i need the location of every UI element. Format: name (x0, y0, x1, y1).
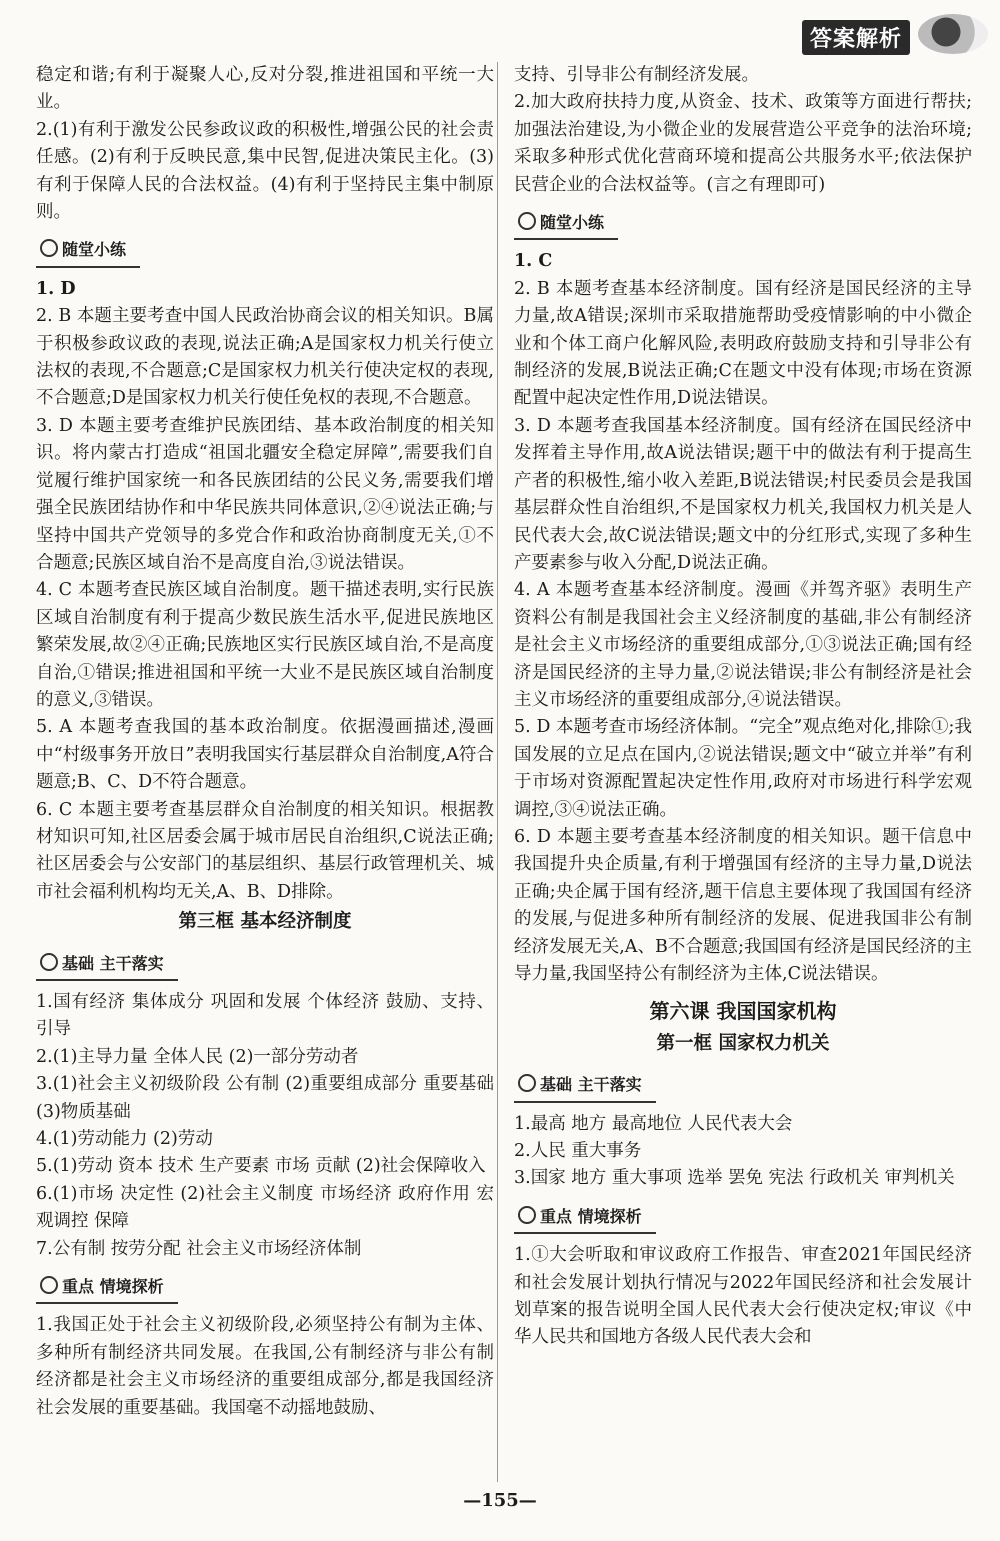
lesson-title: 第三框 基本经济制度 (178, 911, 352, 933)
right-column (514, 62, 972, 1352)
section-heading-practice (36, 236, 140, 267)
page-number: —155— (463, 1490, 537, 1511)
answer-item: 2.(1)主导力量 全体人民 (2)一部分劳动者 (36, 1046, 359, 1067)
magnifier-icon (518, 1206, 536, 1224)
answer-item: 5.(1)劳动 资本 技术 生产要素 市场 贡献 (2)社会保障收入 (36, 1156, 486, 1177)
section-heading-basics (36, 950, 178, 981)
lesson-subtitle: 第一框 国家权力机关 (656, 1032, 830, 1054)
answer-item: 3.(1)社会主义初级阶段 公有制 (2)重要组成部分 重要基础 (3)物质基础 (36, 1074, 494, 1122)
answer-item: 1.我国正处于社会主义初级阶段,必须坚持公有制为主体、多种所有制经济共同发展。在我国,公有制经济与非公有制经济都是社会主义市场经济的重要组成部分,都是我国经济社会发展的重要基础。我国毫不动摇地鼓励、 (36, 1315, 494, 1418)
answer-item: 7.公有制 按劳分配 社会主义市场经济体制 (36, 1238, 362, 1259)
answer-item: 4.(1)劳动能力 (2)劳动 (36, 1129, 213, 1150)
section-label: 重点 情境探析 (540, 1206, 642, 1226)
answer-item: 2. B 本题主要考查中国人民政治协商会议的相关知识。B属于积极参政议政的表现,说法正确;A是国家权力机关行使立法权的表现,不合题意;C是国家权力机关行使决定权的表现,不合题意;D是国家权力机关行使任免权的表现,不合题意。 (36, 306, 494, 409)
answer-item: 1.最高 地方 最高地位 人民代表大会 (514, 1113, 793, 1134)
section-label: 随堂小练 (540, 213, 605, 233)
lesson-title: 第六课 我国国家机构 (649, 999, 837, 1024)
answer-paragraph: 稳定和谐;有利于凝聚人心,反对分裂,推进祖国和平统一大业。 (36, 65, 494, 113)
answer-item: 5. D 本题考查市场经济体制。“完全”观点绝对化,排除①;我国发展的立足点在国内,②说法错误;题文中“破立并举”有利于市场对资源配置起决定性作用,政府对市场进行科学宏观调控,③④说法正确。 (514, 717, 972, 820)
answer-item: 3. D 本题考查我国基本经济制度。国有经济在国民经济中发挥着主导作用,故A说法错误;题干中的做法有利于提高生产者的积极性,缩小收入差距,B说法错误;村民委员会是我国基层群众性自治组织,不是国家权力机关,我国权力机关是人民代表大会,故C说法错误;题文中的分红形式,实现了多种生产要素参与收入分配,D说法正确。 (514, 415, 972, 573)
answer-item: 5. A 本题考查我国的基本政治制度。依据漫画描述,漫画中“村级事务开放日”表明我国实行基层群众自治制度,A符合题意;B、C、D不符合题意。 (36, 717, 494, 793)
answer-item: 1.国有经济 集体成分 巩固和发展 个体经济 鼓励、支持、引导 (36, 992, 494, 1040)
answer-item: 1.①大会听取和审议政府工作报告、审查2021年国民经济和社会发展计划执行情况与2022年国民经济和社会发展计划草案的报告说明全国人民代表大会行使决定权;审议《中华人民共和国地方各级人民代表大会和 (514, 1245, 972, 1348)
left-column (36, 62, 494, 1422)
answer-paragraph: 支持、引导非公有制经济发展。 (514, 65, 759, 85)
answer-item: 6. C 本题主要考查基层群众自治制度的相关知识。根据教材知识可知,社区居委会属于城市居民自治组织,C说法正确;社区居委会与公安部门的基层组织、基层行政管理机关、城市社会福利机构均无关,A、B、D排除。 (36, 799, 494, 902)
answer-item: 2. B 本题考查基本经济制度。国有经济是国民经济的主导力量,故A错误;深圳市采取措施帮助受疫情影响的中小微企业和个体工商户化解风险,表明政府鼓励支持和引导非公有制经济的发展,B说法正确;C在题文中没有体现;市场在资源配置中起决定性作用,D说法错误。 (514, 278, 972, 409)
section-label: 基础 主干落实 (62, 953, 164, 973)
answer-analysis-label: 答案解析 (802, 20, 910, 55)
answer-item: 1. D (36, 278, 76, 299)
section-heading-practice (514, 209, 618, 240)
answer-paragraph: 2.加大政府扶持力度,从资金、技术、政策等方面进行帮扶;加强法治建设,为小微企业的发展营造公平竞争的法治环境;采取多种形式优化营商环境和提高公共服务水平;依法保护民营企业的合法权益等。(言之有理即可) (514, 92, 972, 195)
section-heading-focus (36, 1273, 178, 1304)
section-heading-basics (514, 1071, 656, 1102)
header-banner (790, 6, 1000, 54)
magnifier-icon (40, 1276, 58, 1294)
answer-item: 4. A 本题考查基本经济制度。漫画《并驾齐驱》表明生产资料公有制是我国社会主义经济制度的基础,非公有制经济是社会主义市场经济的重要组成部分,①③说法正确;国有经济是国民经济的主导力量,②说法错误;非公有制经济是社会主义市场经济的重要组成部分,④说法错误。 (514, 580, 972, 710)
column-divider (497, 62, 498, 1482)
answer-item: 6.(1)市场 决定性 (2)社会主义制度 市场经济 政府作用 宏观调控 保障 (36, 1183, 494, 1232)
answer-item: 1. C (514, 251, 553, 272)
answer-item: 6. D 本题主要考查基本经济制度的相关知识。题干信息中我国提升央企质量,有利于增强国有经济的主导力量,D说法正确;央企属于国有经济,题干信息主要体现了我国国有经济的发展,与促进多种所有制经济的发展、促进我国非公有制经济发展无关,A、B不合题意;我国国有经济是国民经济的主导力量,我国坚持公有制经济为主体,C说法错误。 (514, 826, 972, 984)
answer-paragraph: 2.(1)有利于激发公民参政议政的积极性,增强公民的社会责任感。(2)有利于反映民意,集中民智,促进决策民主化。(3)有利于保障人民的合法权益。(4)有利于坚持民主集中制原则。 (36, 119, 494, 223)
section-label: 随堂小练 (62, 240, 127, 260)
answer-item: 4. C 本题考查民族区域自治制度。题干描述表明,实行民族区域自治制度有利于提高少数民族生活水平,促进民族地区繁荣发展,故②④正确;民族地区实行民族区域自治,不是高度自治,①错误;推进祖国和平统一大业不是民族区域自治制度的意义,③错误。 (36, 580, 494, 710)
magnifier-icon (518, 212, 536, 230)
answer-item: 3. D 本题主要考查维护民族团结、基本政治制度的相关知识。将内蒙古打造成“祖国北疆安全稳定屏障”,需要我们自觉履行维护国家统一和各民族团结的公民义务,需要我们增强全民族团结协作和中华民族共同体意识,②④说法正确;与坚持中国共产党领导的多党合作和政治协商制度无关,①不合题意;民族区域自治不是高度自治,③说法错误。 (36, 415, 494, 573)
magnifier-icon (518, 1074, 536, 1092)
section-label: 基础 主干落实 (540, 1075, 642, 1095)
magnifier-icon (40, 953, 58, 971)
section-heading-focus (514, 1203, 656, 1234)
answer-item: 3.国家 地方 重大事项 选举 罢免 宪法 行政机关 审判机关 (514, 1168, 955, 1189)
section-label: 重点 情境探析 (62, 1277, 164, 1297)
magnifier-icon (40, 239, 58, 257)
answer-item: 2.人民 重大事务 (514, 1141, 642, 1162)
logo-icon (918, 14, 988, 54)
